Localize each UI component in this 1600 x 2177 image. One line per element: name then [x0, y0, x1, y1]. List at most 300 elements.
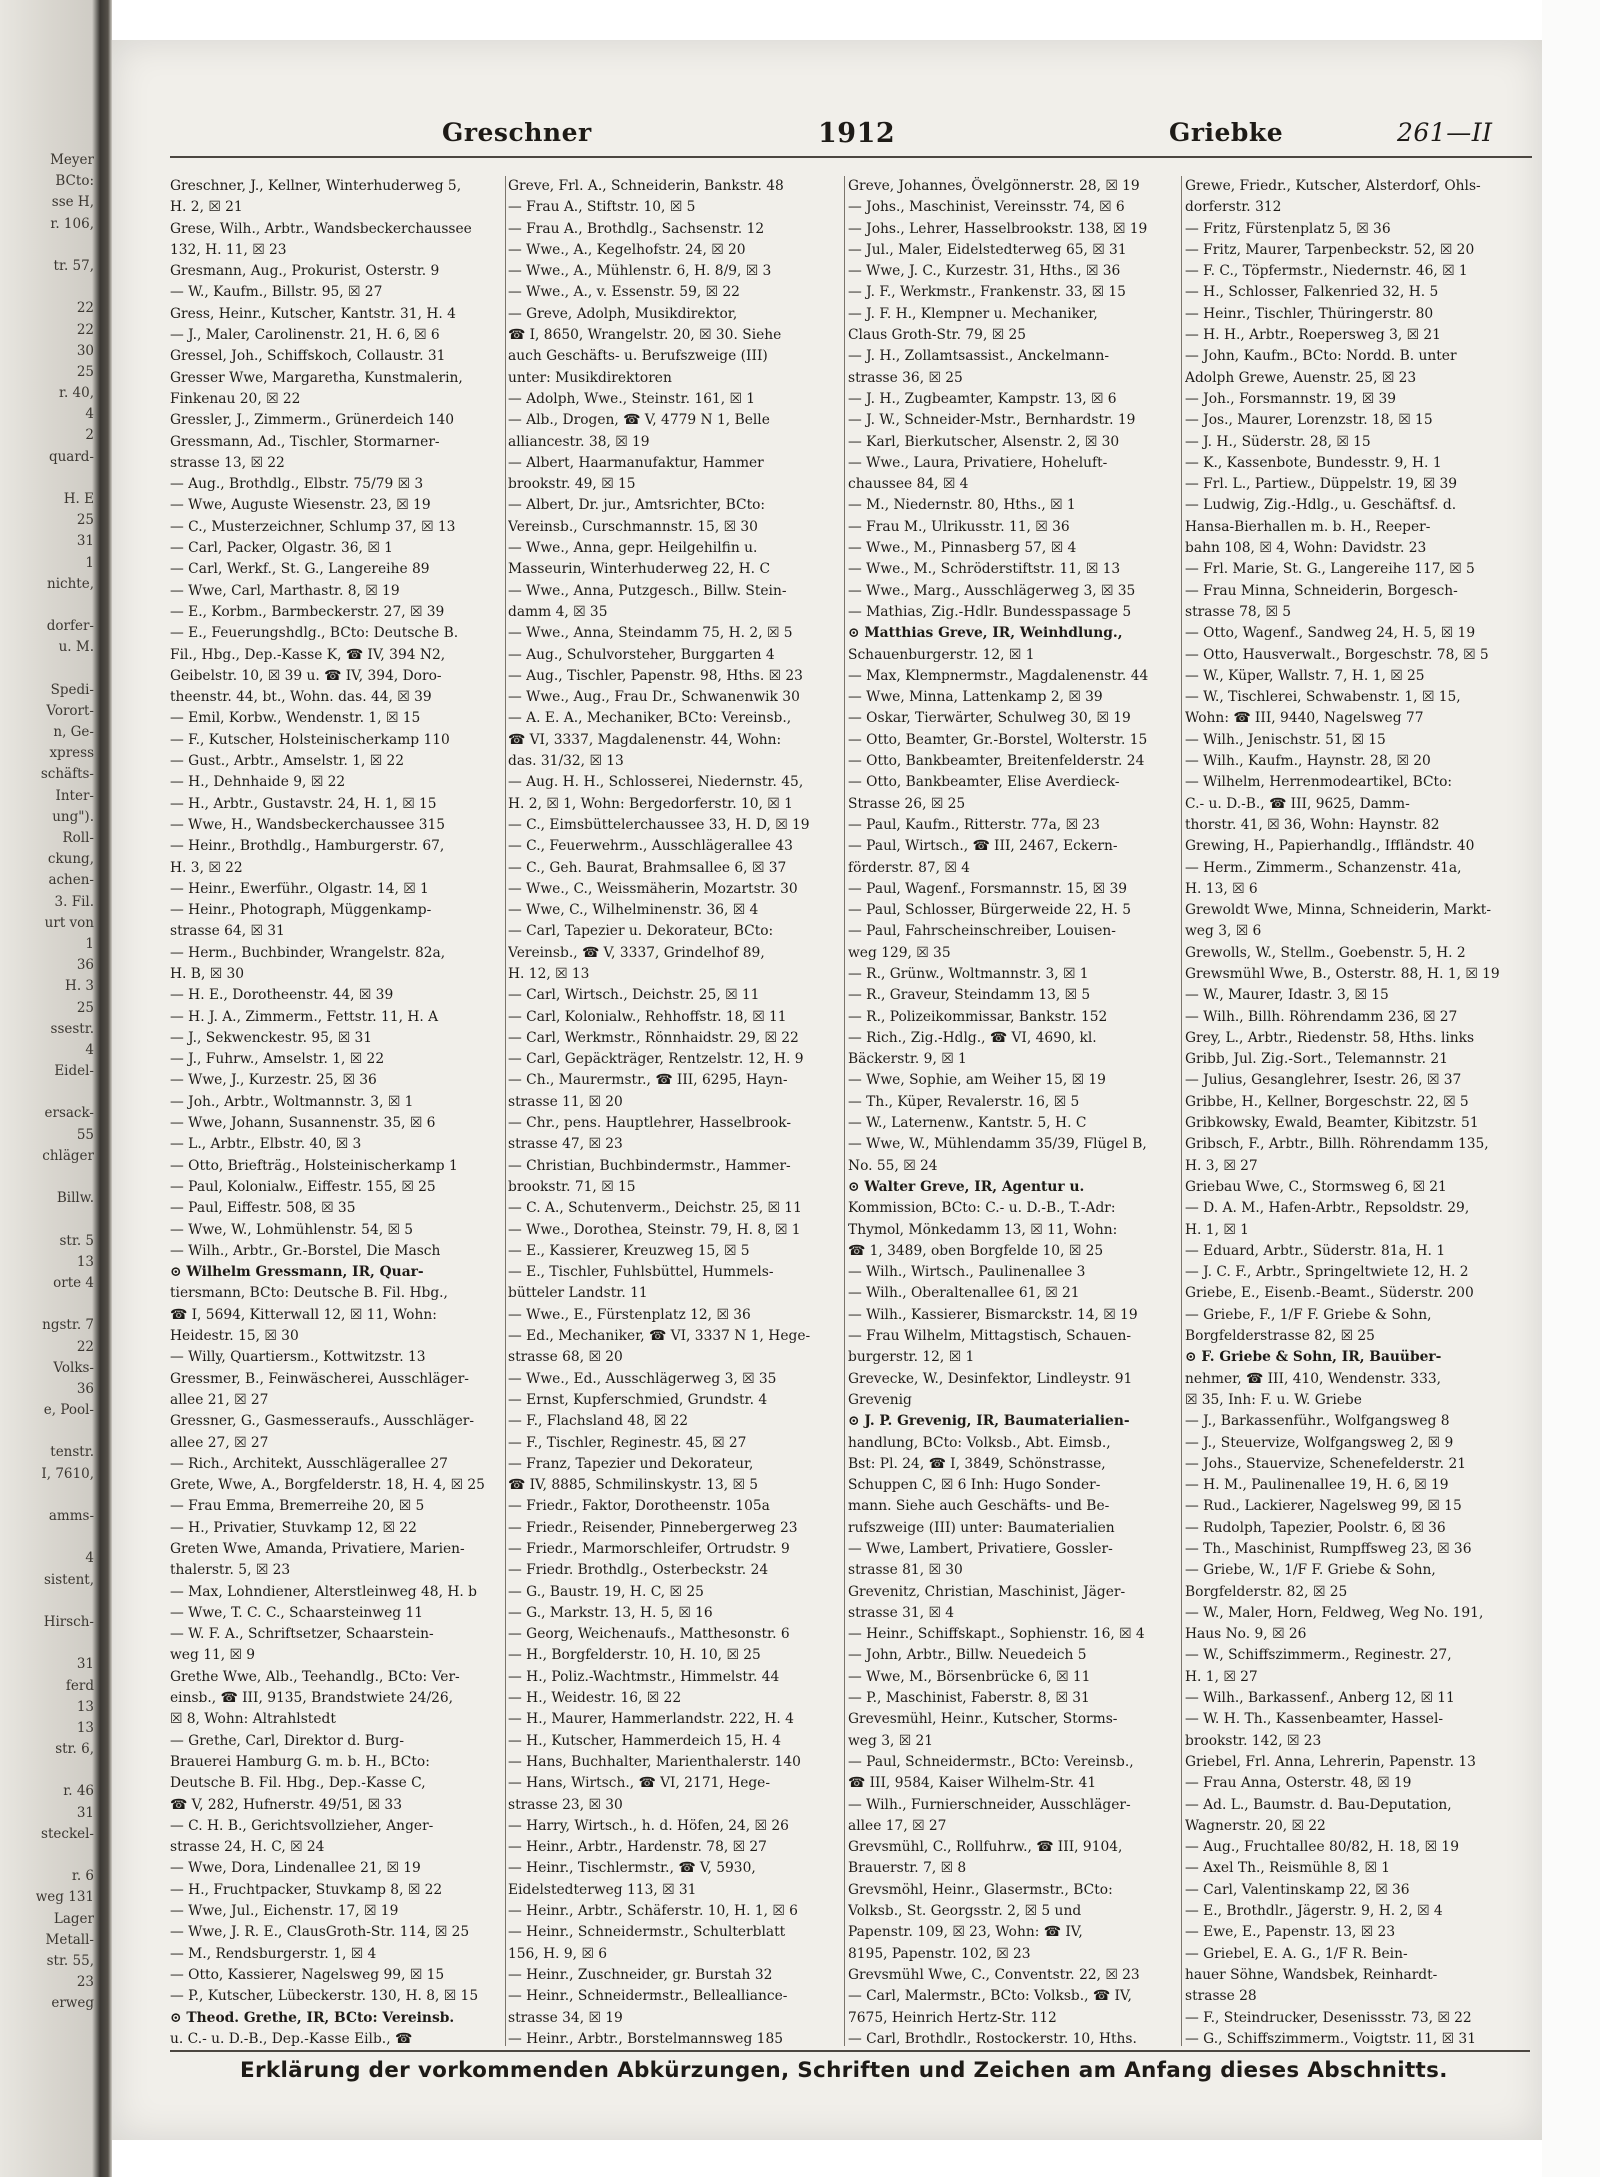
directory-line: allee 27, ☒ 27	[170, 1434, 269, 1451]
directory-line: — Carl, Kolonialw., Rehhoffstr. 18, ☒ 11	[508, 1008, 787, 1025]
directory-line: ⊙ F. Griebe & Sohn, IR, Bauüber-	[1185, 1349, 1442, 1366]
directory-line: — Wwe., Dorothea, Steinstr. 79, H. 8, ☒ 1	[508, 1221, 801, 1238]
directory-line: — Wwe., Aug., Frau Dr., Schwanenwik 30	[508, 689, 800, 706]
directory-line: — Wwe., M., Schröderstiftstr. 11, ☒ 13	[848, 561, 1121, 578]
directory-line: — W., Maurer, Idastr. 3, ☒ 15	[1185, 987, 1389, 1004]
directory-line: strasse 47, ☒ 23	[508, 1136, 623, 1153]
directory-line: Greschner, J., Kellner, Winterhuderweg 5,	[170, 178, 462, 194]
prev-page-fragment: amms-	[48, 1508, 94, 1524]
directory-line: — Wwe., A., Mühlenstr. 6, H. 8/9, ☒ 3	[508, 263, 772, 280]
directory-line: — Wilh., Kassierer, Bismarckstr. 14, ☒ 19	[848, 1306, 1138, 1323]
directory-line: — Wwe, Dora, Lindenallee 21, ☒ 19	[170, 1860, 421, 1877]
column-divider	[844, 176, 845, 2046]
directory-line: thalerstr. 5, ☒ 23	[170, 1562, 291, 1579]
directory-line: ☎ I, 8650, Wrangelstr. 20, ☒ 30. Siehe	[508, 327, 782, 344]
directory-line: burgerstr. 12, ☒ 1	[848, 1349, 975, 1366]
prev-page-fragment: str. 55,	[46, 1952, 94, 1969]
prev-page-fragment: Metall-	[45, 1931, 94, 1948]
prev-page-fragment: 31	[76, 1656, 94, 1673]
directory-line: Grevenig	[848, 1391, 912, 1408]
directory-line: — Aug. H. H., Schlosserei, Niedernstr. 45,	[508, 774, 804, 791]
directory-line: — Aug., Fruchtallee 80/82, H. 18, ☒ 19	[1185, 1839, 1459, 1856]
directory-line: — Frau A., Brothdlg., Sachsenstr. 12	[508, 220, 765, 237]
directory-line: H. 2, ☒ 1, Wohn: Bergedorferstr. 10, ☒ 1	[508, 795, 793, 812]
directory-line: strasse 28	[1185, 1988, 1257, 2005]
directory-line: — Gust., Arbtr., Amselstr. 1, ☒ 22	[170, 753, 405, 770]
directory-line: mann. Siehe auch Geschäfts- und Be-	[848, 1498, 1110, 1515]
directory-line: — Max, Klempnermstr., Magdalenenstr. 44	[848, 667, 1149, 684]
directory-line: — Carl, Brothdlr., Rostockerstr. 10, Hths.	[848, 2030, 1137, 2046]
directory-line: — Frau A., Stiftstr. 10, ☒ 5	[508, 199, 696, 216]
prev-page-fragment: 31	[76, 1804, 94, 1821]
directory-line: ⊙ Matthias Greve, IR, Weinhdlung.,	[848, 625, 1123, 642]
directory-line: Schauenburgerstr. 12, ☒ 1	[848, 646, 1035, 663]
directory-line: — Carl, Malermstr., BCto: Volksb., ☎ IV,	[848, 1988, 1132, 2005]
directory-line: — Wwe., Marg., Ausschlägerweg 3, ☒ 35	[848, 582, 1136, 599]
directory-line: — Heinr., Tischlermstr., ☎ V, 5930,	[508, 1860, 756, 1877]
prev-page-fragment: nichte,	[47, 575, 94, 592]
directory-line: — Friedr. Brothdlg., Osterbeckstr. 24	[508, 1562, 769, 1579]
directory-line: Wagnerstr. 20, ☒ 22	[1185, 1817, 1326, 1834]
directory-line: — C., Geh. Baurat, Brahmsallee 6, ☒ 37	[508, 859, 787, 876]
prev-page-fragment: 25	[76, 363, 94, 380]
running-header	[112, 118, 1542, 158]
prev-page-fragment: Billw.	[56, 1190, 94, 1207]
directory-line: — Heinr., Arbtr., Schäferstr. 10, H. 1, ☒ 6	[508, 1903, 798, 1920]
directory-line: Wohn: ☎ III, 9440, Nagelsweg 77	[1185, 710, 1424, 727]
prev-page-fragment: 22	[76, 300, 94, 317]
directory-line: strasse 64, ☒ 31	[170, 923, 285, 940]
prev-page-fragment: 13	[76, 1253, 94, 1270]
directory-line: Hansa-Bierhallen m. b. H., Reeper-	[1185, 518, 1431, 535]
directory-line: — Heinr., Arbtr., Hardenstr. 78, ☒ 27	[508, 1839, 767, 1856]
directory-line: — M., Niedernstr. 80, Hths., ☒ 1	[848, 497, 1076, 514]
directory-line: — Frau Wilhelm, Mittagstisch, Schauen-	[848, 1328, 1132, 1345]
directory-line: 7675, Heinrich Hertz-Str. 112	[848, 2009, 1057, 2026]
directory-line: — Th., Küper, Revalerstr. 16, ☒ 5	[848, 1093, 1080, 1110]
directory-line: — C., Musterzeichner, Schlump 37, ☒ 13	[170, 518, 456, 535]
directory-line: — Wilh., Oberaltenallee 61, ☒ 21	[848, 1285, 1080, 1302]
directory-line: — H., Privatier, Stuvkamp 12, ☒ 22	[170, 1519, 417, 1536]
prev-page-fragment: 13	[76, 1698, 94, 1715]
directory-line: brookstr. 49, ☒ 15	[508, 476, 636, 493]
directory-line: — Ad. L., Baumstr. d. Bau-Deputation,	[1185, 1796, 1452, 1813]
directory-line: — W., Küper, Wallstr. 7, H. 1, ☒ 25	[1185, 667, 1425, 684]
directory-line: — Friedr., Faktor, Dorotheenstr. 105a	[508, 1498, 770, 1515]
directory-line: — H. M., Paulinenallee 19, H. 6, ☒ 19	[1185, 1477, 1449, 1494]
directory-line: — Wwe, M., Börsenbrücke 6, ☒ 11	[848, 1668, 1091, 1685]
directory-line: — H., Kutscher, Hammerdeich 15, H. 4	[508, 1732, 782, 1749]
prev-page-fragment: sse H,	[51, 194, 94, 211]
directory-line: — Wwe, Auguste Wiesenstr. 23, ☒ 19	[170, 497, 431, 514]
directory-line: — J., Fuhrw., Amselstr. 1, ☒ 22	[170, 1051, 385, 1068]
directory-line: — J., Steuervize, Wolfgangsweg 2, ☒ 9	[1185, 1434, 1454, 1451]
directory-line: ☎ 1, 3489, oben Borgfelde 10, ☒ 25	[848, 1242, 1104, 1259]
footer-rule	[170, 2050, 1530, 2052]
directory-line: — Friedr., Marmorschleifer, Ortrudstr. 9	[508, 1541, 790, 1557]
directory-line: Griebel, Frl. Anna, Lehrerin, Papenstr. 13	[1185, 1753, 1476, 1770]
prev-page-fragment: chläger	[42, 1147, 94, 1164]
directory-line: — H., Fruchtpacker, Stuvkamp 8, ☒ 22	[170, 1881, 443, 1898]
directory-line: ☎ VI, 3337, Magdalenenstr. 44, Wohn:	[508, 731, 782, 748]
prev-page-fragment	[0, 1167, 94, 1188]
prev-page-fragment	[0, 1485, 94, 1506]
prev-page-fragment: Hirsch-	[43, 1613, 94, 1630]
directory-line: — H., Maurer, Hammerlandstr. 222, H. 4	[508, 1711, 794, 1728]
directory-line: — Carl, Valentinskamp 22, ☒ 36	[1185, 1881, 1410, 1898]
directory-line: thorstr. 41, ☒ 36, Wohn: Haynstr. 82	[1185, 816, 1440, 833]
directory-line: — Heinr., Schiffskapt., Sophienstr. 16, ☒ 4	[848, 1626, 1145, 1643]
directory-line: — Wwe, W., Mühlendamm 35/39, Flügel B,	[848, 1136, 1147, 1153]
directory-line: — Frau Anna, Osterstr. 48, ☒ 19	[1185, 1775, 1412, 1792]
directory-line: — Otto, Briefträg., Holsteinischerkamp 1	[170, 1157, 458, 1174]
directory-line: Gresser Wwe, Margaretha, Kunstmalerin,	[170, 369, 463, 386]
directory-line: — Julius, Gesanglehrer, Isestr. 26, ☒ 37	[1185, 1072, 1462, 1089]
directory-line: Grewing, H., Papierhandlg., Iffländstr. 40	[1185, 838, 1475, 855]
directory-line: H. 3, ☒ 27	[1185, 1157, 1258, 1174]
directory-line: 156, H. 9, ☒ 6	[508, 1945, 607, 1962]
prev-page-fragment: quard-	[48, 448, 94, 465]
prev-page-fragment: 1	[85, 935, 94, 952]
prev-page-fragment: Lager	[53, 1910, 94, 1927]
prev-page-fragment: 36	[76, 1380, 94, 1397]
prev-page-fragment: 13	[76, 1719, 94, 1736]
directory-line: — Wwe., A., v. Essenstr. 59, ☒ 22	[508, 284, 740, 301]
directory-line: — H., Dehnhaide 9, ☒ 22	[170, 774, 346, 791]
directory-line: — Georg, Weichenaufs., Matthesonstr. 6	[508, 1626, 790, 1643]
prev-page-fragment	[0, 595, 94, 616]
directory-line: ☎ V, 282, Hufnerstr. 49/51, ☒ 33	[170, 1796, 402, 1813]
prev-page-fragment: Eidel-	[54, 1063, 94, 1080]
header-first-entry: Greschner	[442, 118, 592, 147]
directory-line: Kommission, BCto: C.- u. D.-B., T.-Adr:	[848, 1200, 1116, 1217]
directory-line: dorferstr. 312	[1185, 199, 1282, 216]
directory-line: Schuppen C, ☒ 6 Inh: Hugo Sonder-	[848, 1477, 1101, 1494]
directory-line: H. 13, ☒ 6	[1185, 880, 1258, 897]
prev-page-fragment: 23	[76, 1974, 94, 1991]
prev-page-fragment: dorfer-	[46, 618, 94, 635]
directory-line: Grevsmöhl, Heinr., Glasermstr., BCto:	[848, 1881, 1113, 1898]
directory-line: — P., Kutscher, Lübeckerstr. 130, H. 8, ☒ 15	[170, 1988, 479, 2005]
directory-line: — R., Graveur, Steindamm 13, ☒ 5	[848, 987, 1091, 1004]
prev-page-fragment: xpress	[49, 745, 94, 762]
directory-line: — C., Eimsbüttelerchaussee 33, H. D, ☒ 19	[508, 816, 810, 833]
directory-line: — Wwe., M., Pinnasberg 57, ☒ 4	[848, 540, 1077, 557]
directory-line: — Frau Minna, Schneiderin, Borgesch-	[1185, 582, 1458, 599]
directory-line: — Jul., Maler, Eidelstedterweg 65, ☒ 31	[848, 241, 1127, 258]
directory-line: Borgfelderstr. 82, ☒ 25	[1185, 1583, 1348, 1600]
directory-line: — J. F. H., Klempner u. Mechaniker,	[848, 305, 1098, 322]
directory-line: nehmer, ☎ III, 410, Wendenstr. 333,	[1185, 1370, 1442, 1387]
prev-page-fragment: 3. Fil.	[54, 893, 94, 910]
directory-line: — Mathias, Zig.-Hdlr. Bundesspassage 5	[848, 603, 1132, 620]
directory-line: — Wwe, H., Wandsbeckerchaussee 315	[170, 816, 446, 833]
prev-page-fragment	[0, 468, 94, 489]
directory-line: — W. F. A., Schriftsetzer, Schaarstein-	[170, 1626, 434, 1643]
directory-line: strasse 24, H. C, ☒ 24	[170, 1839, 325, 1856]
column-divider	[1181, 176, 1182, 2046]
directory-line: — Otto, Wagenf., Sandweg 24, H. 5, ☒ 19	[1185, 625, 1476, 642]
directory-line: — Wwe, J. C., Kurzestr. 31, Hths., ☒ 36	[848, 263, 1121, 280]
directory-line: 132, H. 11, ☒ 23	[170, 241, 287, 258]
directory-line: — Wwe, Lambert, Privatiere, Gossler-	[848, 1541, 1113, 1557]
directory-line: — Wwe, C., Wilhelminenstr. 36, ☒ 4	[508, 902, 759, 919]
directory-line: — H. E., Dorotheenstr. 44, ☒ 39	[170, 987, 394, 1004]
directory-line: — Wwe, Sophie, am Weiher 15, ☒ 19	[848, 1072, 1106, 1089]
directory-line: — Grethe, Carl, Direktor d. Burg-	[170, 1732, 405, 1749]
prev-page-fragment	[0, 1294, 94, 1315]
directory-line: — F., Flachsland 48, ☒ 22	[508, 1413, 689, 1430]
prev-page-fragment: Roll-	[62, 830, 94, 846]
directory-line: Gressmann, Ad., Tischler, Stormarner-	[170, 433, 440, 450]
directory-line: — Aug., Tischler, Papenstr. 98, Hths. ☒ 23	[508, 667, 803, 684]
prev-page-fragment: BCto:	[55, 173, 94, 190]
page-number: 261—II	[1397, 118, 1493, 147]
directory-line: ☒ 35, Inh: F. u. W. Griebe	[1185, 1391, 1362, 1408]
directory-line: Grevecke, W., Desinfektor, Lindleystr. 91	[848, 1370, 1133, 1387]
directory-line: Strasse 26, ☒ 25	[848, 795, 966, 812]
directory-line: Eidelstedterweg 113, ☒ 31	[508, 1881, 697, 1898]
directory-line: weg 3, ☒ 6	[1185, 923, 1262, 940]
directory-line: unter: Musikdirektoren	[508, 369, 672, 386]
directory-line: Volksb., St. Georgsstr. 2, ☒ 5 und	[848, 1903, 1082, 1920]
prev-page-fragment: ferd	[65, 1677, 94, 1694]
directory-line: — H., Weidestr. 16, ☒ 22	[508, 1690, 682, 1707]
directory-column-3	[848, 176, 1178, 2046]
directory-line: — G., Baustr. 19, H. C, ☒ 25	[508, 1583, 704, 1600]
directory-line: — Karl, Bierkutscher, Alsenstr. 2, ☒ 30	[848, 433, 1120, 450]
directory-line: — H., Arbtr., Gustavstr. 24, H. 1, ☒ 15	[170, 795, 437, 812]
directory-line: — J. C. F., Arbtr., Springeltwiete 12, H. 2	[1185, 1264, 1469, 1281]
directory-line: ⊙ Wilhelm Gressmann, IR, Quar-	[170, 1264, 424, 1281]
directory-line: — Wilh., Furnierschneider, Ausschläger-	[848, 1796, 1131, 1813]
directory-line: — Wwe., C., Weissmäherin, Mozartstr. 30	[508, 880, 798, 897]
directory-line: Vereinsb., ☎ V, 3337, Grindelhof 89,	[508, 944, 765, 961]
header-last-entry: Griebke	[1169, 118, 1284, 147]
directory-line: weg 129, ☒ 35	[848, 944, 951, 961]
directory-line: auch Geschäfts- u. Berufszweige (III)	[508, 348, 768, 365]
directory-line: — E., Tischler, Fuhlsbüttel, Hummels-	[508, 1264, 774, 1281]
directory-line: — E., Brothdlr., Jägerstr. 9, H. 2, ☒ 4	[1185, 1903, 1443, 1920]
directory-line: Deutsche B. Fil. Hbg., Dep.-Kasse C,	[170, 1775, 426, 1792]
directory-line: — Frl. L., Partiew., Düppelstr. 19, ☒ 39	[1185, 476, 1458, 493]
directory-line: — L., Arbtr., Elbstr. 40, ☒ 3	[170, 1136, 362, 1153]
directory-line: Grevsmühl, C., Rollfuhrw., ☎ III, 9104,	[848, 1839, 1123, 1856]
directory-line: strasse 31, ☒ 4	[848, 1604, 955, 1621]
directory-line: strasse 36, ☒ 25	[848, 369, 963, 386]
directory-line: Gribkowsky, Ewald, Beamter, Kibitzstr. 51	[1185, 1115, 1479, 1132]
directory-line: C.- u. D.-B., ☎ III, 9625, Damm-	[1185, 795, 1410, 812]
directory-line: H. 1, ☒ 27	[1185, 1668, 1258, 1685]
directory-line: — Heinr., Tischler, Thüringerstr. 80	[1185, 305, 1434, 322]
directory-line: Greve, Frl. A., Schneiderin, Bankstr. 48	[508, 178, 784, 194]
prev-page-fragment: H. E	[63, 491, 94, 507]
prev-page-fragment	[0, 1760, 94, 1781]
directory-line: Grevenitz, Christian, Maschinist, Jäger-	[848, 1583, 1126, 1600]
directory-line: — Emil, Korbw., Wendenstr. 1, ☒ 15	[170, 710, 421, 727]
directory-line: — Paul, Schneidermstr., BCto: Vereinsb.,	[848, 1753, 1134, 1770]
directory-line: Grey, L., Arbtr., Riedenstr. 58, Hths. links	[1185, 1029, 1475, 1046]
directory-line: H. 12, ☒ 13	[508, 965, 590, 982]
directory-line: — Carl, Tapezier u. Dekorateur, BCto:	[508, 923, 774, 940]
directory-line: — G., Markstr. 13, H. 5, ☒ 16	[508, 1604, 713, 1621]
directory-line: Grewsmühl Wwe, B., Osterstr. 88, H. 1, ☒ 19	[1185, 965, 1500, 982]
prev-page-fragment: schäfts-	[40, 766, 94, 783]
right-margin	[1542, 0, 1600, 2177]
directory-line: — H. J. A., Zimmerm., Fettstr. 11, H. A	[170, 1008, 439, 1025]
directory-line: — Carl, Wirtsch., Deichstr. 25, ☒ 11	[508, 987, 760, 1004]
directory-line: Bst: Pl. 24, ☎ I, 3849, Schönstrasse,	[848, 1455, 1106, 1472]
directory-line: weg 3, ☒ 21	[848, 1732, 934, 1749]
directory-line: — Griebe, F., 1/F F. Griebe & Sohn,	[1185, 1306, 1432, 1323]
prev-page-fragment	[0, 277, 94, 298]
prev-page-fragment: orte 4	[53, 1274, 94, 1291]
directory-line: Gribbe, H., Kellner, Borgeschstr. 22, ☒ 5	[1185, 1093, 1469, 1110]
directory-line: tiersmann, BCto: Deutsche B. Fil. Hbg.,	[170, 1285, 448, 1302]
prev-page-fragment: r. 40,	[58, 385, 94, 402]
directory-line: — Hans, Buchhalter, Marienthalerstr. 140	[508, 1753, 801, 1770]
directory-line: — Greve, Adolph, Musikdirektor,	[508, 305, 738, 322]
directory-line: — F., Kutscher, Holsteinischerkamp 110	[170, 731, 450, 748]
column-divider	[505, 176, 506, 2046]
prev-page-fragment: sistent,	[44, 1571, 94, 1588]
directory-line: ⊙ J. P. Grevenig, IR, Baumaterialien-	[848, 1413, 1130, 1430]
prev-page-fragment	[0, 235, 94, 256]
prev-page-fragment: ersack-	[44, 1105, 94, 1122]
footer-note: Erklärung der vorkommenden Abkürzungen, Schriften und Zeichen am Anfang dieses Abschnitts.	[240, 2058, 1448, 2083]
directory-line: allee 21, ☒ 27	[170, 1391, 269, 1408]
prev-page-fragment: str. 5	[59, 1232, 94, 1249]
directory-line: — H. H., Arbtr., Roepersweg 3, ☒ 21	[1185, 327, 1441, 344]
prev-page-fragment: urt von	[44, 914, 94, 931]
directory-line: — Ernst, Kupferschmied, Grundstr. 4	[508, 1391, 768, 1408]
directory-line: — Paul, Fahrscheinschreiber, Louisen-	[848, 923, 1116, 940]
directory-line: — E., Korbm., Barmbeckerstr. 27, ☒ 39	[170, 603, 445, 620]
directory-line: Grese, Wilh., Arbtr., Wandsbeckerchaussee	[170, 220, 472, 237]
directory-line: — J. H., Zugbeamter, Kampstr. 13, ☒ 6	[848, 390, 1117, 407]
prev-page-fragment: ngstr. 7	[42, 1317, 94, 1334]
directory-line: — W., Laternenw., Kantstr. 5, H. C	[848, 1115, 1087, 1132]
directory-line: — Heinr., Photograph, Müggenkamp-	[170, 902, 432, 919]
prev-page-fragment: ssestr.	[50, 1020, 94, 1037]
directory-line: ⊙ Walter Greve, IR, Agentur u.	[848, 1178, 1085, 1195]
directory-line: — Wwe., Anna, gepr. Heilgehilfin u.	[508, 540, 758, 557]
directory-line: — Paul, Kolonialw., Eiffestr. 155, ☒ 25	[170, 1178, 436, 1195]
prev-page-fragment: str. 6,	[55, 1741, 94, 1758]
directory-line: Gribsch, F., Arbtr., Billh. Röhrendamm 135,	[1185, 1136, 1489, 1153]
directory-line: — Otto, Beamter, Gr.-Borstel, Wolterstr. 15	[848, 731, 1148, 748]
prev-page-fragment	[0, 1421, 94, 1442]
directory-line: — Wwe, T. C. C., Schaarsteinweg 11	[170, 1604, 424, 1621]
directory-line: — Max, Lohndiener, Alterstleinweg 48, H. b	[170, 1583, 477, 1600]
directory-line: H. B, ☒ 30	[170, 965, 245, 982]
prev-page-fragment	[0, 1633, 94, 1654]
directory-line: — Paul, Wirtsch., ☎ III, 2467, Eckern-	[848, 838, 1118, 855]
directory-line: alliancestr. 38, ☒ 19	[508, 433, 650, 450]
directory-line: — Frau Emma, Bremerreihe 20, ☒ 5	[170, 1498, 425, 1515]
directory-line: — H., Borgfelderstr. 10, H. 10, ☒ 25	[508, 1647, 761, 1664]
directory-line: Haus No. 9, ☒ 26	[1185, 1626, 1307, 1643]
directory-line: H. 1, ☒ 1	[1185, 1221, 1249, 1238]
directory-line: — W. H. Th., Kassenbeamter, Hassel-	[1185, 1711, 1444, 1728]
directory-line: — W., Kaufm., Billstr. 95, ☒ 27	[170, 284, 383, 301]
directory-line: — Willy, Quartiersm., Kottwitzstr. 13	[170, 1349, 426, 1366]
prev-page-fragment: steckel-	[41, 1825, 94, 1842]
directory-line: — J. H., Süderstr. 28, ☒ 15	[1185, 433, 1371, 450]
directory-line: H. 3, ☒ 22	[170, 859, 243, 876]
prev-page-fragment: Spedi-	[50, 681, 94, 698]
directory-line: — H., Schlosser, Falkenried 32, H. 5	[1185, 284, 1439, 301]
directory-line: brookstr. 142, ☒ 23	[1185, 1732, 1322, 1749]
directory-line: — C., Feuerwehrm., Ausschlägerallee 43	[508, 838, 793, 855]
directory-line: — Otto, Hausverwalt., Borgeschstr. 78, ☒ 5	[1185, 646, 1489, 663]
prev-page-fragment	[0, 2015, 94, 2021]
directory-line: ⊙ Theod. Grethe, IR, BCto: Vereinsb.	[170, 2009, 455, 2026]
directory-line: Borgfelderstrasse 82, ☒ 25	[1185, 1328, 1375, 1345]
directory-line: — Fritz, Fürstenplatz 5, ☒ 36	[1185, 220, 1391, 237]
prev-page-fragment	[0, 1591, 94, 1612]
prev-page-fragment: I, 7610,	[41, 1465, 94, 1482]
directory-line: damm 4, ☒ 35	[508, 603, 608, 620]
directory-line: Heidestr. 15, ☒ 30	[170, 1328, 299, 1345]
prev-page-fragment: e, Pool-	[43, 1402, 94, 1419]
prev-page-fragment: 2	[85, 427, 94, 444]
directory-line: — Ed., Mechaniker, ☎ VI, 3337 N 1, Hege-	[508, 1328, 811, 1345]
directory-line: Geibelstr. 10, ☒ 39 u. ☎ IV, 394, Doro-	[170, 667, 442, 684]
directory-line: einsb., ☎ III, 9135, Brandstwiete 24/26,	[170, 1690, 454, 1707]
directory-line: strasse 81, ☒ 30	[848, 1562, 963, 1579]
directory-line: chaussee 84, ☒ 4	[848, 476, 969, 493]
directory-line: — Hans, Wirtsch., ☎ VI, 2171, Hege-	[508, 1775, 771, 1792]
previous-page-edge	[0, 150, 94, 2020]
directory-line: — Rich., Architekt, Ausschlägerallee 27	[170, 1455, 448, 1472]
directory-line: strasse 34, ☒ 19	[508, 2009, 623, 2026]
directory-column-2	[508, 176, 840, 2046]
directory-line: — E., Kassierer, Kreuzweg 15, ☒ 5	[508, 1242, 750, 1259]
directory-line: — Aug., Schulvorsteher, Burggarten 4	[508, 646, 775, 663]
directory-line: — Christian, Buchbindermstr., Hammer-	[508, 1157, 791, 1174]
directory-line: — Otto, Kassierer, Nagelsweg 99, ☒ 15	[170, 1966, 445, 1983]
directory-line: — Herm., Buchbinder, Wrangelstr. 82a,	[170, 944, 446, 961]
directory-line: — Carl, Werkmstr., Rönnhaidstr. 29, ☒ 22	[508, 1029, 799, 1046]
prev-page-fragment: 31	[76, 533, 94, 550]
directory-line: — Paul, Wagenf., Forsmannstr. 15, ☒ 39	[848, 880, 1127, 897]
header-year: 1912	[818, 118, 896, 149]
directory-line: — John, Arbtr., Billw. Neuedeich 5	[848, 1647, 1087, 1664]
directory-line: — Johs., Lehrer, Hasselbrookstr. 138, ☒ 19	[848, 220, 1148, 237]
directory-line: — Griebe, W., 1/F F. Griebe & Sohn,	[1185, 1562, 1436, 1579]
directory-line: u. C.- u. D.-B., Dep.-Kasse Eilb., ☎	[170, 2030, 413, 2046]
prev-page-fragment: ung").	[52, 808, 94, 825]
directory-line: — John, Kaufm., BCto: Nordd. B. unter	[1185, 348, 1457, 365]
prev-page-fragment: 4	[85, 1550, 94, 1567]
directory-line: brookstr. 71, ☒ 15	[508, 1178, 636, 1195]
prev-page-fragment: r. 6	[71, 1868, 94, 1885]
directory-line: — Heinr., Arbtr., Borstelmannsweg 185	[508, 2030, 784, 2046]
directory-line: — F., Steindrucker, Desenissstr. 73, ☒ 22	[1185, 2009, 1472, 2026]
directory-line: — Wwe, Johann, Susannenstr. 35, ☒ 6	[170, 1115, 436, 1132]
directory-line: — H., Poliz.-Wachtmstr., Himmelstr. 44	[508, 1668, 780, 1685]
prev-page-fragment	[0, 1527, 94, 1548]
directory-line: — W., Schiffszimmerm., Reginestr. 27,	[1185, 1647, 1452, 1664]
directory-line: — Wwe., E., Fürstenplatz 12, ☒ 36	[508, 1306, 751, 1323]
directory-line: — Ch., Maurermstr., ☎ III, 6295, Hayn-	[508, 1072, 788, 1089]
prev-page-fragment	[0, 1082, 94, 1103]
directory-line: — Joh., Forsmannstr. 19, ☒ 39	[1185, 390, 1397, 407]
prev-page-fragment	[0, 659, 94, 680]
directory-line: — Paul, Kaufm., Ritterstr. 77a, ☒ 23	[848, 816, 1100, 833]
directory-line: — Carl, Werkf., St. G., Langereihe 89	[170, 561, 430, 578]
